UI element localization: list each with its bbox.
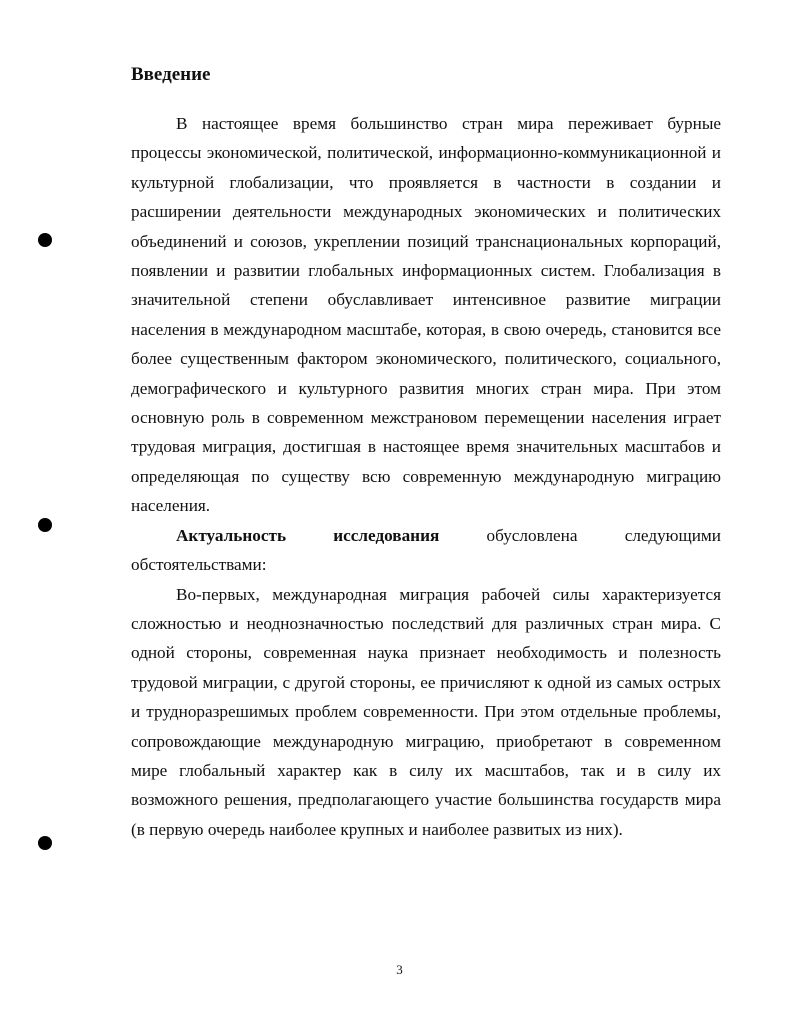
binder-hole-mark <box>38 518 52 532</box>
body-text <box>131 109 721 844</box>
paragraph-text: обусловлена следующими обстоятельствами: <box>131 525 722 575</box>
paragraph-introduction <box>131 109 721 521</box>
binder-hole-mark <box>38 233 52 247</box>
paragraph-first-reason <box>131 580 721 845</box>
section-heading: Введение <box>131 64 211 85</box>
binder-hole-mark <box>38 836 52 850</box>
paragraph-text: Во-первых, международная миграция рабочей силы характеризуется сложностью и неоднозначностью последствий для различных стран мира. С одной стороны, современная наука признает необходимость и полезность трудовой миграции, с другой стороны, ее причисляют к одной из самых острых и трудноразрешимых проблем современности. При этом отдельные проблемы, сопровождающие международную миграцию, приобретают в современном мире глобальный характер как в силу их масштабов, так и в силу их возможного решения, предполагающего участие большинства государств мира (в первую очередь наиболее крупных и наиболее развитых из них). <box>131 584 721 839</box>
page-number: 3 <box>396 962 403 977</box>
paragraph-relevance <box>131 521 721 580</box>
paragraph-text: В настоящее время большинство стран мира переживает бурные процессы экономической, политической, информационно-коммуникационной и культурной глобализации, что проявляется в частности в создании и расширении деятельности международных экономических и политических объединений и союзов, укреплении позиций транснациональных корпораций, появлении и развитии глобальных информационных систем. Глобализация в значительной степени обуславливает интенсивное развитие миграции населения в международном масштабе, которая, в свою очередь, становится все более существенным фактором экономического, политического, социального, демографического и культурного развития многих стран мира. При этом основную роль в современном межстрановом перемещении населения играет трудовая миграция, достигшая в настоящее время значительных масштабов и определяющая по существу всю современную международную миграцию населения. <box>131 114 721 516</box>
relevance-bold-lead: Актуальность исследования <box>176 525 440 545</box>
